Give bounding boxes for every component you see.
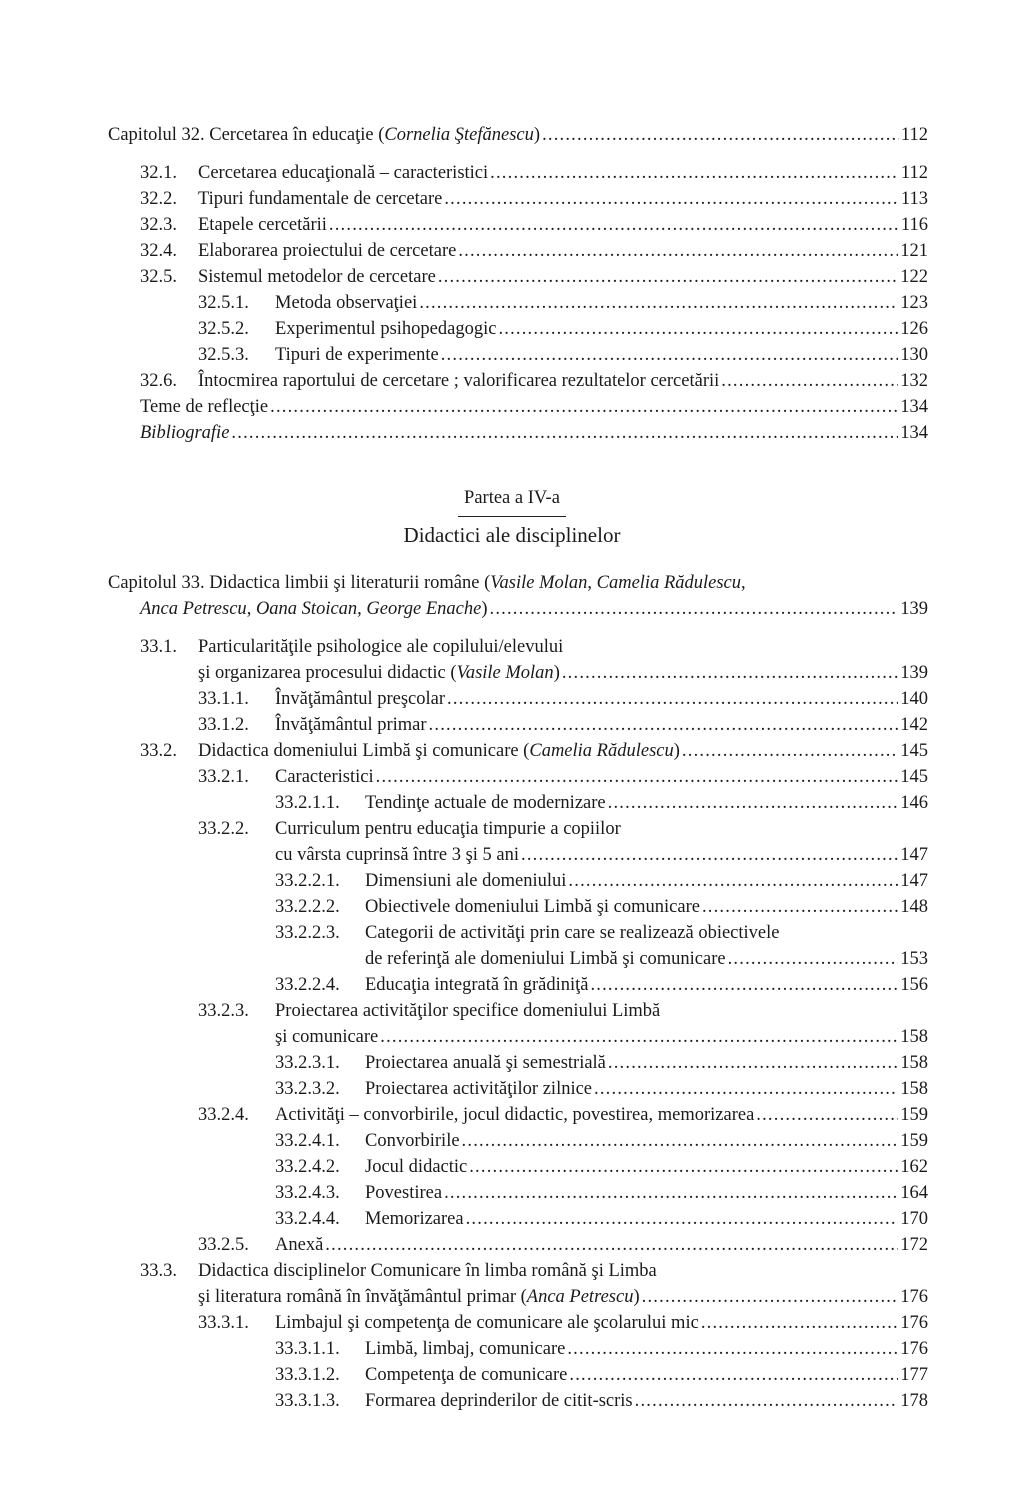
toc-entry-text: Etapele cercetării [198,215,327,235]
part-title: Didactici ale disciplinelor [403,523,621,547]
part-label: Partea a IV-a [464,488,560,508]
toc-entry[interactable] [108,238,928,264]
toc-entry-page: 176 [900,1287,928,1307]
toc-entry-text: Proiectarea activităţilor zilnice [365,1079,593,1099]
toc-entry[interactable] [108,1206,928,1232]
toc-entry-title [275,712,427,738]
dot-leader [458,238,898,264]
toc-entry[interactable] [108,894,928,920]
part-divider [458,516,566,517]
dot-leader [444,1180,898,1206]
toc-entry-title [365,868,566,894]
toc-entry[interactable] [108,868,928,894]
toc-entry-page: 139 [900,599,928,619]
toc-entry-page: 162 [900,1157,928,1177]
toc-entry[interactable] [108,1258,928,1284]
toc-entry-title [275,998,660,1024]
toc-entry-title [198,160,488,186]
toc-entry-text: Memorizarea [365,1209,464,1229]
toc-entry-number: 32.5.2. [198,319,249,339]
toc-entry-number: 33.3. [140,1261,177,1281]
dot-leader [562,660,898,686]
toc-entry-text: Educaţia integrată în grădiniţă [365,975,589,995]
dot-leader [490,160,899,186]
toc-entry[interactable] [108,316,928,342]
toc-entry-text: Limbă, limbaj, comunicare [365,1339,566,1359]
toc-entry-page: 159 [900,1105,928,1125]
toc-entry-title [198,738,680,764]
toc-entry-text: , [741,573,746,593]
toc-entry-number: 33.2.2.3. [275,923,340,943]
toc-entry-title [275,764,374,790]
toc-entry-text: Sistemul metodelor de cercetare [198,267,436,287]
toc-entry-author: Camelia Rădulescu [596,573,742,593]
toc-entry-number: 32.5.3. [198,345,249,365]
toc-entry-title [275,290,417,316]
toc-entry[interactable] [108,1232,928,1258]
toc-entry-title [108,570,746,596]
toc-entry-page: 126 [900,319,928,339]
toc-entry-text: Jocul didactic [365,1157,468,1177]
toc-entry-text: Teme de reflecţie [140,397,269,417]
toc-entry-author: Bibliografie [140,423,230,443]
toc-entry[interactable] [108,1050,928,1076]
toc-entry-text: Convorbirile [365,1131,460,1151]
toc-entry-text: Particularităţile psihologice ale copilului/elevului [198,637,564,657]
toc-entry-title [275,316,496,342]
toc-entry-page: 121 [900,241,928,261]
toc-entry-text: de referinţă ale domeniului Limbă şi comunicare [365,949,726,969]
dot-leader [490,596,899,622]
toc-entry-page: 123 [900,293,928,313]
spacer [108,622,928,634]
toc-entry[interactable] [108,394,928,420]
toc-entry-title [365,894,700,920]
toc-entry-title [198,634,563,660]
toc-entry-number: 32.1. [140,163,177,183]
toc-entry-text: Cercetarea educaţională – caracteristici [198,163,489,183]
toc-entry-page: 116 [900,215,928,235]
toc-entry-page: 178 [900,1391,928,1411]
dot-leader [721,368,898,394]
toc-entry[interactable] [108,1336,928,1362]
toc-entry-page: 156 [900,975,928,995]
toc-entry-text: Dimensiuni ale domeniului [365,871,567,891]
toc-entry-title [198,238,456,264]
toc-entry-page: 148 [900,897,928,917]
toc-entry-text: ) [553,663,560,683]
dot-leader [325,1232,898,1258]
part-heading [0,486,1024,549]
toc-entry-text: Didactica domeniului Limbă şi comunicare ( [198,741,530,761]
toc-entry-number: 33.2.2.4. [275,975,340,995]
toc-entry-number: 32.2. [140,189,177,209]
dot-leader [542,122,899,148]
toc-entry[interactable] [108,686,928,712]
toc-entry-text: Proiectarea activităţilor specifice domeniului Limbă [275,1001,661,1021]
toc-entry-title [365,1128,460,1154]
toc-entry-number: 33.2.1. [198,767,249,787]
toc-entry-text: Anexă [275,1235,324,1255]
toc-entry-author: Anca Petrescu [526,1287,634,1307]
toc-entry-number: 33.3.1. [198,1313,249,1333]
toc-entry-title [198,1284,640,1310]
dot-leader [380,1024,898,1050]
spacer [108,148,928,160]
toc-entry-author: Oana Stoican [255,599,358,619]
toc-entry[interactable] [108,1128,928,1154]
toc-entry[interactable] [108,660,928,686]
toc-entry[interactable] [108,816,928,842]
toc-entry[interactable] [108,998,928,1024]
toc-entry-author: Camelia Rădulescu [529,741,674,761]
toc-entry-title [275,1102,754,1128]
dot-leader [498,316,898,342]
toc-entry-author: Vasile Molan [490,573,588,593]
toc-entry[interactable] [108,1180,928,1206]
toc-entry-title [198,264,436,290]
toc-entry-title [365,1076,592,1102]
toc-entry-text: Competenţa de comunicare [365,1365,568,1385]
toc-entry-title [198,1258,657,1284]
toc-entry-text: Activităţi – convorbirile, jocul didactic, povestirea, memorizarea [275,1105,755,1125]
dot-leader [444,186,899,212]
toc-entry-page: 145 [900,767,928,787]
toc-entry-text: Tipuri de experimente [275,345,439,365]
dot-leader [376,764,899,790]
toc-entry-number: 33.2.3.2. [275,1079,340,1099]
dot-leader [642,1284,899,1310]
toc-entry-text: Tendinţe actuale de modernizare [365,793,606,813]
toc-entry-text: Limbajul şi competenţa de comunicare ale şcolarului mic [275,1313,699,1333]
toc-entry-number: 33.2.2.1. [275,871,340,891]
toc-entry-title [365,1154,467,1180]
dot-leader [682,738,898,764]
toc-entry-text: Capitolul 32. Cercetarea în educaţie ( [108,125,385,145]
toc-entry-text: Învăţământul primar [275,715,427,735]
toc-entry-number: 33.2.4.1. [275,1131,340,1151]
toc-entry[interactable] [108,764,928,790]
dot-leader [590,972,898,998]
toc-entry-number: 33.2.1.1. [275,793,340,813]
toc-entry-number: 33.1.2. [198,715,249,735]
toc-entry[interactable] [108,712,928,738]
toc-entry-text: Obiectivele domeniului Limbă şi comunicare [365,897,700,917]
toc-entry-text: Tipuri fundamentale de cercetare [198,189,443,209]
dot-leader [568,868,898,894]
toc-entry-page: 170 [900,1209,928,1229]
toc-entry-page: 172 [900,1235,928,1255]
toc-entry-title [198,660,560,686]
toc-entry-title [275,842,519,868]
toc-entry-text: şi comunicare [275,1027,379,1047]
toc-entry-title [140,596,488,622]
toc-entry[interactable] [108,1362,928,1388]
dot-leader [701,1310,898,1336]
toc-entry-title [365,972,588,998]
toc-entry-text: , [357,599,367,619]
toc-entry-title [275,816,621,842]
toc-entry-number: 33.1. [140,637,177,657]
toc-entry-text: ) [673,741,680,761]
toc-entry-number: 33.1.1. [198,689,249,709]
toc-entry-page: 122 [900,267,928,287]
toc-entry-number: 32.3. [140,215,177,235]
toc-entry-title [365,1388,633,1414]
toc-entry-text: cu vârsta cuprinsă între 3 şi 5 ani [275,845,520,865]
toc-entry-text: Experimentul psihopedagogic [275,319,497,339]
toc-entry-page: 164 [900,1183,928,1203]
toc-entry-number: 33.2.4. [198,1105,249,1125]
toc-entry[interactable] [108,842,928,868]
dot-leader [419,290,898,316]
toc-entry-title [275,1024,378,1050]
toc-entry-page: 147 [900,845,928,865]
dot-leader [728,946,899,972]
toc-entry-title [365,920,779,946]
toc-section-chapter-32 [108,122,928,446]
toc-entry[interactable] [108,634,928,660]
toc-entry-page: 134 [900,397,928,417]
toc-entry-number: 32.4. [140,241,177,261]
dot-leader [608,1050,898,1076]
toc-entry-number: 33.3.1.1. [275,1339,340,1359]
dot-leader [756,1102,898,1128]
toc-entry-page: 176 [900,1339,928,1359]
toc-entry-page: 112 [900,125,928,145]
dot-leader [594,1076,898,1102]
toc-entry-title [365,1206,464,1232]
toc-entry-number: 33.2.3. [198,1001,249,1021]
dot-leader [462,1128,899,1154]
toc-entry-author: Anca Petrescu [140,599,247,619]
toc-entry[interactable] [108,596,928,622]
dot-leader [447,686,898,712]
toc-entry[interactable] [108,212,928,238]
toc-entry[interactable] [108,972,928,998]
toc-entry[interactable] [108,342,928,368]
toc-entry-number: 33.3.1.2. [275,1365,340,1385]
dot-leader [270,394,898,420]
toc-entry-text: şi organizarea procesului didactic ( [198,663,457,683]
toc-entry-title [198,186,442,212]
dot-leader [702,894,898,920]
dot-leader [608,790,899,816]
toc-entry-title [198,368,719,394]
toc-entry-page: 139 [900,663,928,683]
toc-entry-number: 32.6. [140,371,177,391]
toc-entry-author: George Enache [366,599,482,619]
toc-entry-title [140,420,229,446]
toc-entry-page: 140 [900,689,928,709]
toc-entry[interactable] [108,368,928,394]
toc-entry[interactable] [108,122,928,148]
toc-entry-title [275,686,445,712]
toc-entry-number: 33.2.4.4. [275,1209,340,1229]
toc-entry[interactable] [108,790,928,816]
dot-leader [466,1206,899,1232]
toc-entry-text: Întocmirea raportului de cercetare ; valorificarea rezultatelor cercetării [198,371,720,391]
toc-entry-number: 33.2. [140,741,177,761]
toc-entry[interactable] [108,1388,928,1414]
toc-entry-text: Proiectarea anuală şi semestrială [365,1053,606,1073]
toc-entry-page: 113 [900,189,928,209]
toc-entry-number: 32.5.1. [198,293,249,313]
toc-entry-number: 33.2.4.3. [275,1183,340,1203]
toc-entry-text: Categorii de activităţi prin care se realizează obiectivele [365,923,780,943]
toc-entry[interactable] [108,160,928,186]
toc-entry-text: şi literatura română în învăţământul primar ( [198,1287,527,1307]
toc-entry-text: Povestirea [365,1183,443,1203]
toc-entry[interactable] [108,570,928,596]
toc-entry-text: Formarea deprinderilor de citit-scris [365,1391,633,1411]
toc-entry[interactable] [108,1076,928,1102]
toc-entry[interactable] [108,946,928,972]
toc-entry-page: 134 [900,423,928,443]
toc-entry[interactable] [108,290,928,316]
toc-entry-text: ) [633,1287,640,1307]
toc-entry-page: 176 [900,1313,928,1333]
toc-entry-text: Capitolul 33. Didactica limbii şi literaturii române ( [108,573,491,593]
toc-entry[interactable] [108,1102,928,1128]
toc-entry-author: Cornelia Ştefănescu [384,125,534,145]
toc-entry-text: ) [533,125,541,145]
toc-entry-page: 146 [900,793,928,813]
toc-entry-page: 112 [900,163,928,183]
toc-entry-number: 33.2.2. [198,819,249,839]
dot-leader [521,842,898,868]
toc-entry[interactable] [108,1310,928,1336]
toc-entry[interactable] [108,420,928,446]
toc-entry-title [365,1362,567,1388]
toc-entry-page: 130 [900,345,928,365]
dot-leader [441,342,899,368]
dot-leader [569,1362,898,1388]
toc-entry-title [140,394,268,420]
toc-entry-text: Didactica disciplinelor Comunicare în limba română şi Limba [198,1261,657,1281]
toc-entry[interactable] [108,1024,928,1050]
toc-entry-text: , [587,573,597,593]
toc-entry-text: Caracteristici [275,767,374,787]
toc-entry-title [365,790,606,816]
toc-entry-text: Curriculum pentru educaţia timpurie a copiilor [275,819,621,839]
toc-entry-page: 158 [900,1053,928,1073]
toc-entry-title [108,122,540,148]
dot-leader [635,1388,899,1414]
toc-entry-number: 32.5. [140,267,177,287]
toc-entry-number: 33.2.4.2. [275,1157,340,1177]
toc-entry-number: 33.3.1.3. [275,1391,340,1411]
toc-entry[interactable] [108,738,928,764]
toc-entry-title [275,1310,699,1336]
toc-entry-page: 177 [900,1365,928,1385]
toc-entry-page: 158 [900,1027,928,1047]
toc-entry-page: 159 [900,1131,928,1151]
toc-entry-title [275,342,439,368]
toc-entry-page: 145 [900,741,928,761]
toc-entry-page: 132 [900,371,928,391]
toc-entry[interactable] [108,1284,928,1310]
toc-entry[interactable] [108,920,928,946]
toc-entry-text: , [246,599,256,619]
toc-entry-title [365,1180,442,1206]
toc-entry-number: 33.2.5. [198,1235,249,1255]
toc-section-chapter-33 [108,570,928,1414]
toc-entry-title [365,1336,565,1362]
dot-leader [567,1336,898,1362]
toc-entry[interactable] [108,1154,928,1180]
toc-entry-title [275,1232,323,1258]
toc-entry-page: 147 [900,871,928,891]
toc-entry[interactable] [108,186,928,212]
dot-leader [438,264,898,290]
toc-entry-title [198,212,327,238]
toc-entry-title [365,1050,606,1076]
toc-entry-number: 33.2.3.1. [275,1053,340,1073]
dot-leader [329,212,899,238]
dot-leader [429,712,899,738]
toc-entry-text: Învăţământul preşcolar [275,689,446,709]
toc-entry-text: Metoda observaţiei [275,293,418,313]
toc-entry-text: Elaborarea proiectului de cercetare [198,241,457,261]
toc-entry-title [365,946,726,972]
dot-leader [231,420,898,446]
toc-entry-number: 33.2.2.2. [275,897,340,917]
toc-entry-author: Vasile Molan [456,663,554,683]
toc-entry-page: 158 [900,1079,928,1099]
dot-leader [469,1154,898,1180]
toc-entry[interactable] [108,264,928,290]
toc-entry-page: 153 [900,949,928,969]
toc-entry-page: 142 [900,715,928,735]
toc-entry-text: ) [481,599,488,619]
